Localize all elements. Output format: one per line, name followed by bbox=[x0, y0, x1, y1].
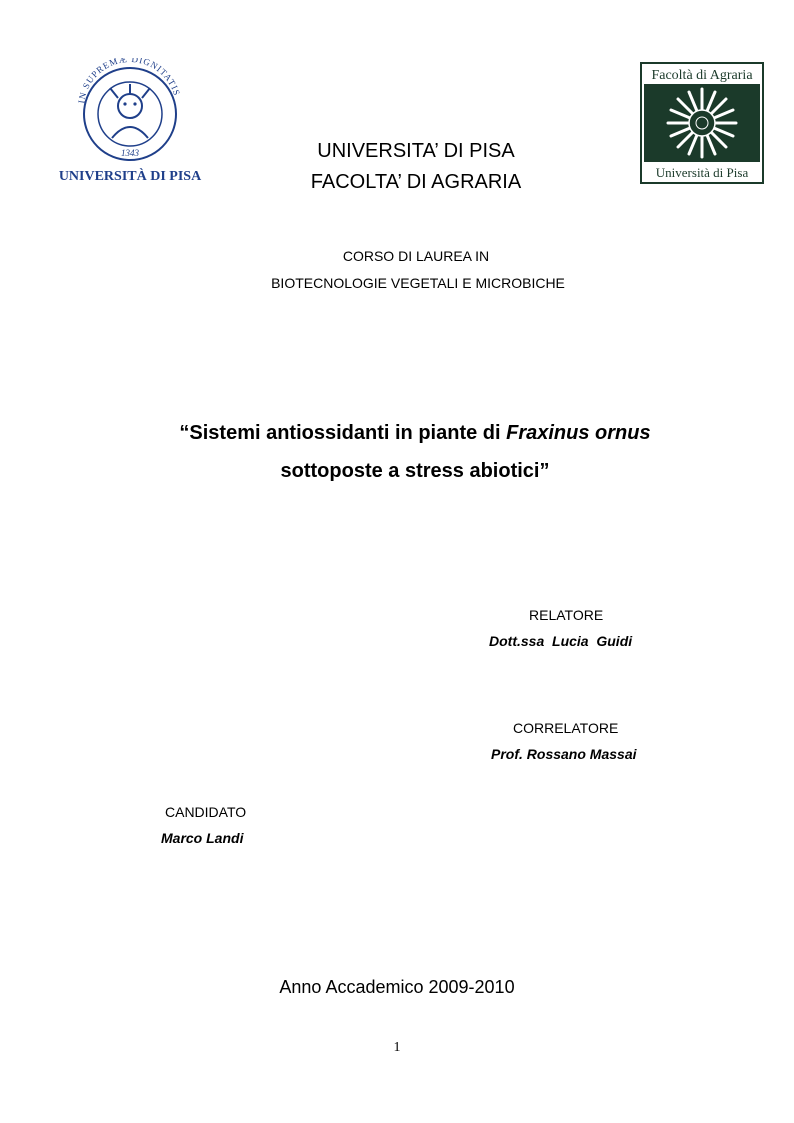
candidato-label: CANDIDATO bbox=[165, 804, 247, 820]
thesis-title-line-1 bbox=[100, 422, 730, 445]
university-name: UNIVERSITA’ DI PISA bbox=[317, 140, 515, 162]
candidato-name: Marco Landi bbox=[161, 830, 244, 846]
academic-year: Anno Accademico 2009-2010 bbox=[279, 977, 515, 997]
relatore-label: RELATORE bbox=[529, 607, 604, 623]
agraria-logo-bottom-text: Università di Pisa bbox=[655, 165, 749, 180]
course-line-2: BIOTECNOLOGIE VEGETALI E MICROBICHE bbox=[271, 275, 565, 291]
page-number: 1 bbox=[393, 1040, 401, 1055]
agraria-logo-top-text: Facoltà di Agraria bbox=[651, 68, 753, 83]
correlatore-name: Prof. Rossano Massai bbox=[491, 746, 637, 762]
thesis-title-species: Fraxinus ornus bbox=[506, 422, 651, 444]
correlatore-label: CORRELATORE bbox=[513, 720, 619, 736]
relatore-name: Dott.ssa Lucia Guidi bbox=[489, 633, 633, 649]
svg-text:IN SUPREMÆ DIGNITATIS bbox=[76, 58, 182, 104]
thesis-title-line-2: sottoposte a stress abiotici” bbox=[280, 460, 550, 482]
unipi-seal-year: 1343 bbox=[121, 148, 139, 158]
unipi-logo-caption: UNIVERSITÀ DI PISA bbox=[58, 169, 202, 184]
faculty-name: FACOLTA’ DI AGRARIA bbox=[310, 171, 522, 193]
unipi-seal-text: IN SUPREMÆ DIGNITATIS bbox=[76, 58, 183, 104]
agraria-sunflower-icon bbox=[640, 62, 764, 184]
agraria-logo bbox=[640, 62, 764, 184]
course-line-1: CORSO DI LAUREA IN bbox=[342, 248, 490, 264]
thesis-title-text: “Sistemi antiossidanti in piante di bbox=[179, 422, 507, 444]
unipi-seal-icon bbox=[46, 58, 214, 188]
unipi-logo bbox=[46, 58, 214, 188]
